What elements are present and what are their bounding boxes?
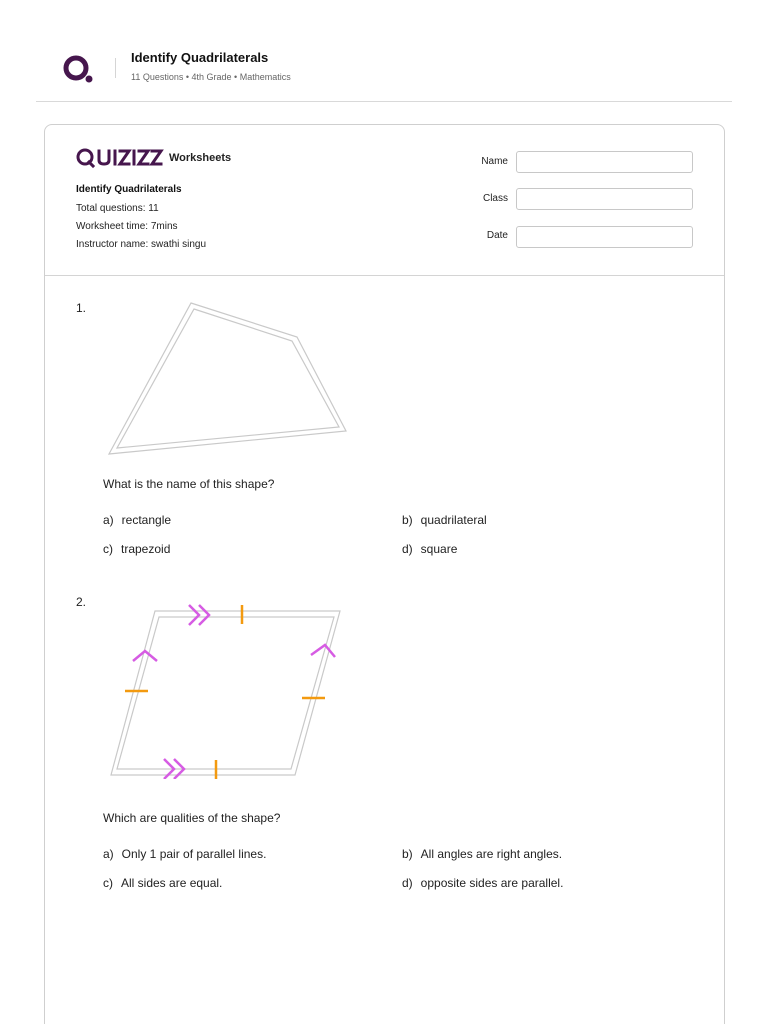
question-1-option-c[interactable] — [103, 542, 170, 556]
option-text: rectangle — [121, 513, 172, 527]
header-rule — [36, 101, 732, 102]
option-letter: a) — [103, 847, 114, 861]
question-1-option-b[interactable] — [402, 513, 487, 527]
question-1-option-d[interactable] — [402, 542, 457, 556]
question-2-text: Which are qualities of the shape? — [103, 811, 281, 825]
question-2-number: 2. — [76, 595, 87, 609]
option-letter: d) — [402, 542, 413, 556]
page-title: Identify Quadrilaterals — [131, 50, 269, 65]
option-text: quadrilateral — [420, 513, 487, 527]
page-subtitle: 11 Questions • 4th Grade • Mathematics — [131, 72, 291, 82]
option-letter: d) — [402, 876, 413, 890]
parallelogram-with-marks-icon — [103, 597, 353, 779]
name-label: Name — [481, 156, 508, 167]
option-letter: a) — [103, 513, 114, 527]
option-letter: b) — [402, 847, 413, 861]
worksheet-time: Worksheet time: 7mins — [76, 221, 178, 232]
option-text: opposite sides are parallel. — [420, 876, 564, 890]
worksheet-header — [45, 125, 724, 276]
question-2-option-c[interactable] — [103, 876, 222, 890]
date-label: Date — [486, 230, 508, 241]
worksheet-title: Identify Quadrilaterals — [76, 184, 182, 195]
option-text: All sides are equal. — [121, 876, 223, 890]
question-1-number: 1. — [76, 301, 87, 315]
brand-suffix: Worksheets — [169, 152, 232, 164]
name-field[interactable] — [516, 151, 693, 173]
class-field[interactable] — [516, 188, 693, 210]
option-text: Only 1 pair of parallel lines. — [121, 847, 267, 861]
option-text: trapezoid — [121, 542, 171, 556]
quizizz-wordmark-logo — [75, 145, 165, 171]
worksheet-card — [44, 124, 725, 1024]
total-questions: Total questions: 11 — [76, 203, 159, 214]
quizizz-logo-icon — [62, 52, 98, 88]
date-field[interactable] — [516, 226, 693, 248]
option-letter: b) — [402, 513, 413, 527]
question-2-option-b[interactable] — [402, 847, 562, 861]
top-header — [0, 0, 768, 102]
question-1-text: What is the name of this shape? — [103, 477, 275, 491]
option-text: square — [420, 542, 458, 556]
question-2-option-a[interactable] — [103, 847, 266, 861]
instructor-name: Instructor name: swathi singu — [76, 239, 207, 250]
option-letter: c) — [103, 542, 113, 556]
option-text: All angles are right angles. — [420, 847, 563, 861]
question-1-option-a[interactable] — [103, 513, 171, 527]
irregular-quadrilateral-icon — [103, 297, 353, 457]
class-label: Class — [482, 193, 508, 204]
header-divider — [115, 58, 116, 78]
question-2-option-d[interactable] — [402, 876, 563, 890]
option-letter: c) — [103, 876, 113, 890]
